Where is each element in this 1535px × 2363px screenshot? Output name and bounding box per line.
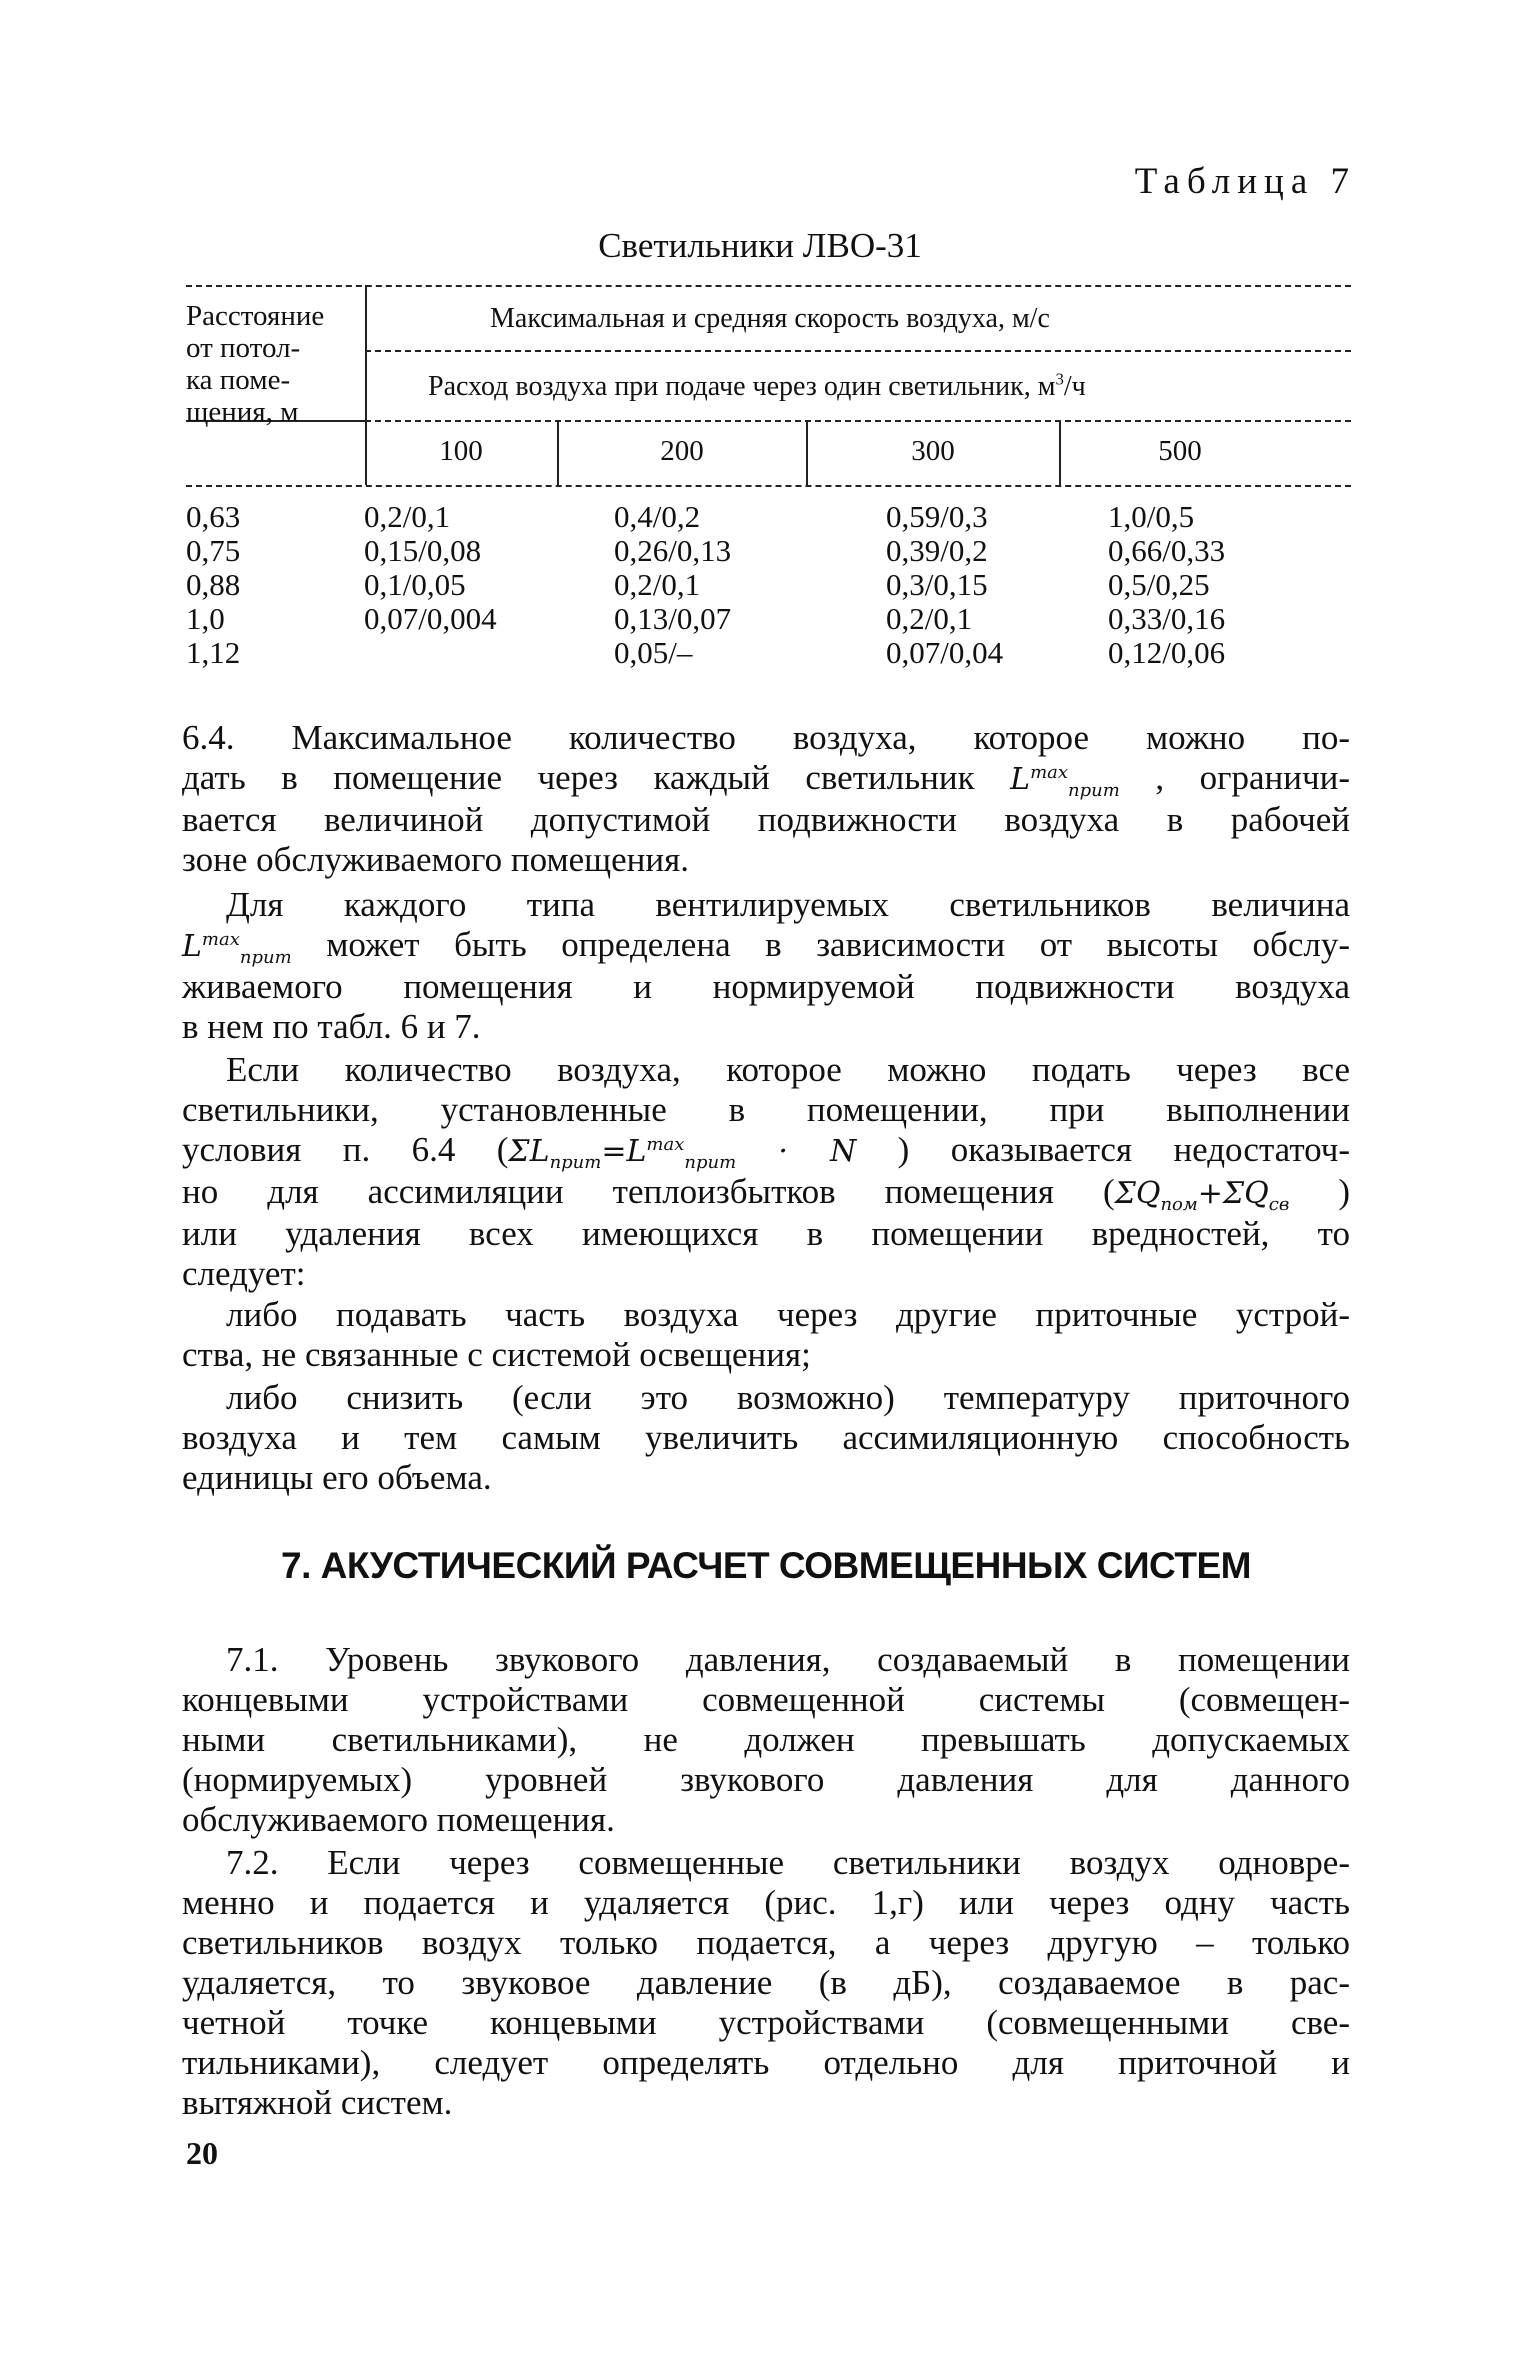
text-line: либо подавать часть воздуха через другие приточные устрой- — [226, 1295, 1350, 1334]
header-velocity: Максимальная и средняя скорость воздуха, м/с — [490, 303, 1050, 334]
header-airflow-sup: 3 — [1055, 369, 1064, 389]
formula-sum-l: $\Sigma L_{прит}=L^{max}_{прит} \cdot N$ — [508, 1134, 857, 1173]
table-cell: 0,4/0,2 — [614, 499, 701, 534]
text-fragment: ) оказывается недостаточ- — [897, 1130, 1350, 1169]
text-line: четной точке концевыми устройствами (совмещенными све- — [182, 2003, 1350, 2042]
table-cell: 0,33/0,16 — [1108, 601, 1226, 636]
table-cell: 0,1/0,05 — [364, 567, 466, 602]
text-line: менно и подается и удаляется (рис. 1,г) или через одну часть — [182, 1883, 1350, 1922]
table-top-rule — [186, 285, 1351, 287]
table-cell: 0,75 — [186, 533, 241, 568]
table-cell: 0,07/0,04 — [886, 635, 1004, 670]
text-fragment: дать в помещение через каждый светильник — [182, 758, 975, 797]
text-fragment: условия п. 6.4 ( — [182, 1130, 509, 1169]
text-line: концевыми устройствами совмещенной системы (совмещен- — [182, 1680, 1350, 1719]
paragraph-6-4 — [182, 718, 1350, 880]
paragraph-7-1 — [182, 1640, 1350, 1840]
paragraph-option-1 — [182, 1295, 1350, 1375]
table-cell: 0,88 — [186, 567, 241, 602]
text-line: 6.4. Максимальное количество воздуха, которое можно по- — [182, 718, 1350, 757]
header-airflow-unit: /ч — [1063, 371, 1086, 402]
table-cell: 0,5/0,25 — [1108, 567, 1210, 602]
text-line: вытяжной систем. — [182, 2083, 453, 2122]
page-number: 20 — [186, 2135, 218, 2171]
stub-header-line: ка поме- — [186, 364, 291, 396]
text-fragment: но для ассимиляции теплоизбытков помещения ( — [182, 1172, 1115, 1211]
table-cell: 0,05/– — [614, 635, 693, 670]
table-cell: 0,15/0,08 — [364, 533, 482, 568]
text-line: вается величиной допустимой подвижности воздуха в рабочей — [182, 800, 1350, 839]
text-line: обслуживаемого помещения. — [182, 1800, 615, 1839]
stub-header-line: Расстояние — [186, 300, 325, 332]
col-300 — [886, 500, 1003, 670]
text-fragment: может быть определена в зависимости от высоты обслу- — [326, 925, 1351, 964]
table-header-bottom-rule — [186, 485, 1351, 487]
table-cell: 1,0/0,5 — [1108, 499, 1195, 534]
table-cell: 1,12 — [186, 635, 241, 670]
text-line: (нормируемых) уровней звукового давления для данного — [182, 1760, 1350, 1799]
col-header-200: 200 — [660, 435, 704, 467]
header-airflow-text: Расход воздуха при подаче через один светильник, м — [428, 371, 1056, 402]
col-header-500: 500 — [1158, 435, 1202, 467]
text-line: Если количество воздуха, которое можно подать через все — [226, 1050, 1350, 1089]
table-label: Таблица 7 — [1134, 161, 1356, 202]
text-line — [182, 1130, 1350, 1172]
col-100 — [364, 500, 497, 670]
header-airflow — [428, 370, 1086, 404]
text-line: воздуха и тем самым увеличить ассимиляционную способность — [182, 1418, 1350, 1457]
col-header-300: 300 — [911, 435, 955, 467]
text-line: в нем по табл. 6 и 7. — [182, 1007, 481, 1046]
table-title: Светильники ЛВО-31 — [598, 226, 922, 265]
table-cell: 0,12/0,06 — [1108, 635, 1226, 670]
text-line: ства, не связанные с системой освещения; — [182, 1335, 811, 1374]
formula-sum-q: $\Sigma Q_{пом}+\Sigma Q_{св}$ — [1114, 1176, 1290, 1215]
table-cell — [364, 636, 497, 670]
table-cell: 0,59/0,3 — [886, 499, 988, 534]
text-line — [182, 925, 1350, 967]
table-cell: 0,63 — [186, 499, 241, 534]
col-200 — [614, 500, 731, 670]
stub-header-line: щения, м — [186, 396, 299, 428]
text-line: 7.1. Уровень звукового давления, создаваемый в помещении — [226, 1640, 1350, 1679]
table-cell: 1,0 — [186, 601, 225, 636]
paragraph-option-2 — [182, 1378, 1350, 1498]
stub-header-line: от потол- — [186, 332, 301, 364]
text-line: или удаления всех имеющихся в помещении вредностей, то — [182, 1214, 1350, 1253]
table-cell: 0,2/0,1 — [886, 601, 973, 636]
text-line: зоне обслуживаемого помещения. — [182, 840, 689, 879]
paragraph-insufficient-air — [182, 1050, 1350, 1294]
table-cell: 0,39/0,2 — [886, 533, 988, 568]
text-line: удаляется, то звуковое давление (в дБ), создаваемое в рас- — [182, 1963, 1350, 2002]
paragraph-light-types — [182, 885, 1350, 1047]
text-fragment: , ограничи- — [1155, 758, 1351, 797]
col-header-100: 100 — [439, 435, 483, 467]
text-line — [182, 1172, 1350, 1214]
text-line: единицы его объема. — [182, 1458, 492, 1497]
text-line — [182, 758, 1350, 800]
text-line: либо снизить (если это возможно) температуру приточного — [226, 1378, 1350, 1417]
text-line: 7.2. Если через совмещенные светильники воздух одновре- — [226, 1843, 1350, 1882]
formula-l-max-2: $L^{max}_{прит}$ — [182, 929, 292, 968]
table-cell: 0,3/0,15 — [886, 567, 988, 602]
table-cell: 0,2/0,1 — [614, 567, 701, 602]
text-line: следует: — [182, 1254, 306, 1293]
table-cell: 0,66/0,33 — [1108, 533, 1226, 568]
text-line: Для каждого типа вентилируемых светильников величина — [226, 885, 1350, 924]
paragraph-7-2 — [182, 1843, 1350, 2123]
table-cell: 0,07/0,004 — [364, 601, 497, 636]
header-rule-2 — [365, 420, 1351, 422]
text-line: светильники, установленные в помещении, при выполнении — [182, 1090, 1350, 1129]
table-cell: 0,13/0,07 — [614, 601, 732, 636]
table-cell: 0,2/0,1 — [364, 499, 451, 534]
text-line: тильниками), следует определять отдельно для приточной и — [182, 2043, 1350, 2082]
text-line: светильников воздух только подается, а через другую – только — [182, 1923, 1350, 1962]
col-distance — [186, 500, 240, 670]
text-fragment: ) — [1338, 1172, 1350, 1211]
formula-l-max: $L^{max}_{прит}$ — [1010, 762, 1120, 801]
header-rule-1 — [365, 350, 1351, 352]
stub-header — [186, 300, 366, 428]
text-line: ными светильниками), не должен превышать допускаемых — [182, 1720, 1350, 1759]
table-cell: 0,26/0,13 — [614, 533, 732, 568]
col-500 — [1108, 500, 1225, 670]
text-line: живаемого помещения и нормируемой подвижности воздуха — [182, 967, 1350, 1006]
section-heading: 7. АКУСТИЧЕСКИЙ РАСЧЕТ СОВМЕЩЕННЫХ СИСТЕМ — [281, 1545, 1251, 1586]
